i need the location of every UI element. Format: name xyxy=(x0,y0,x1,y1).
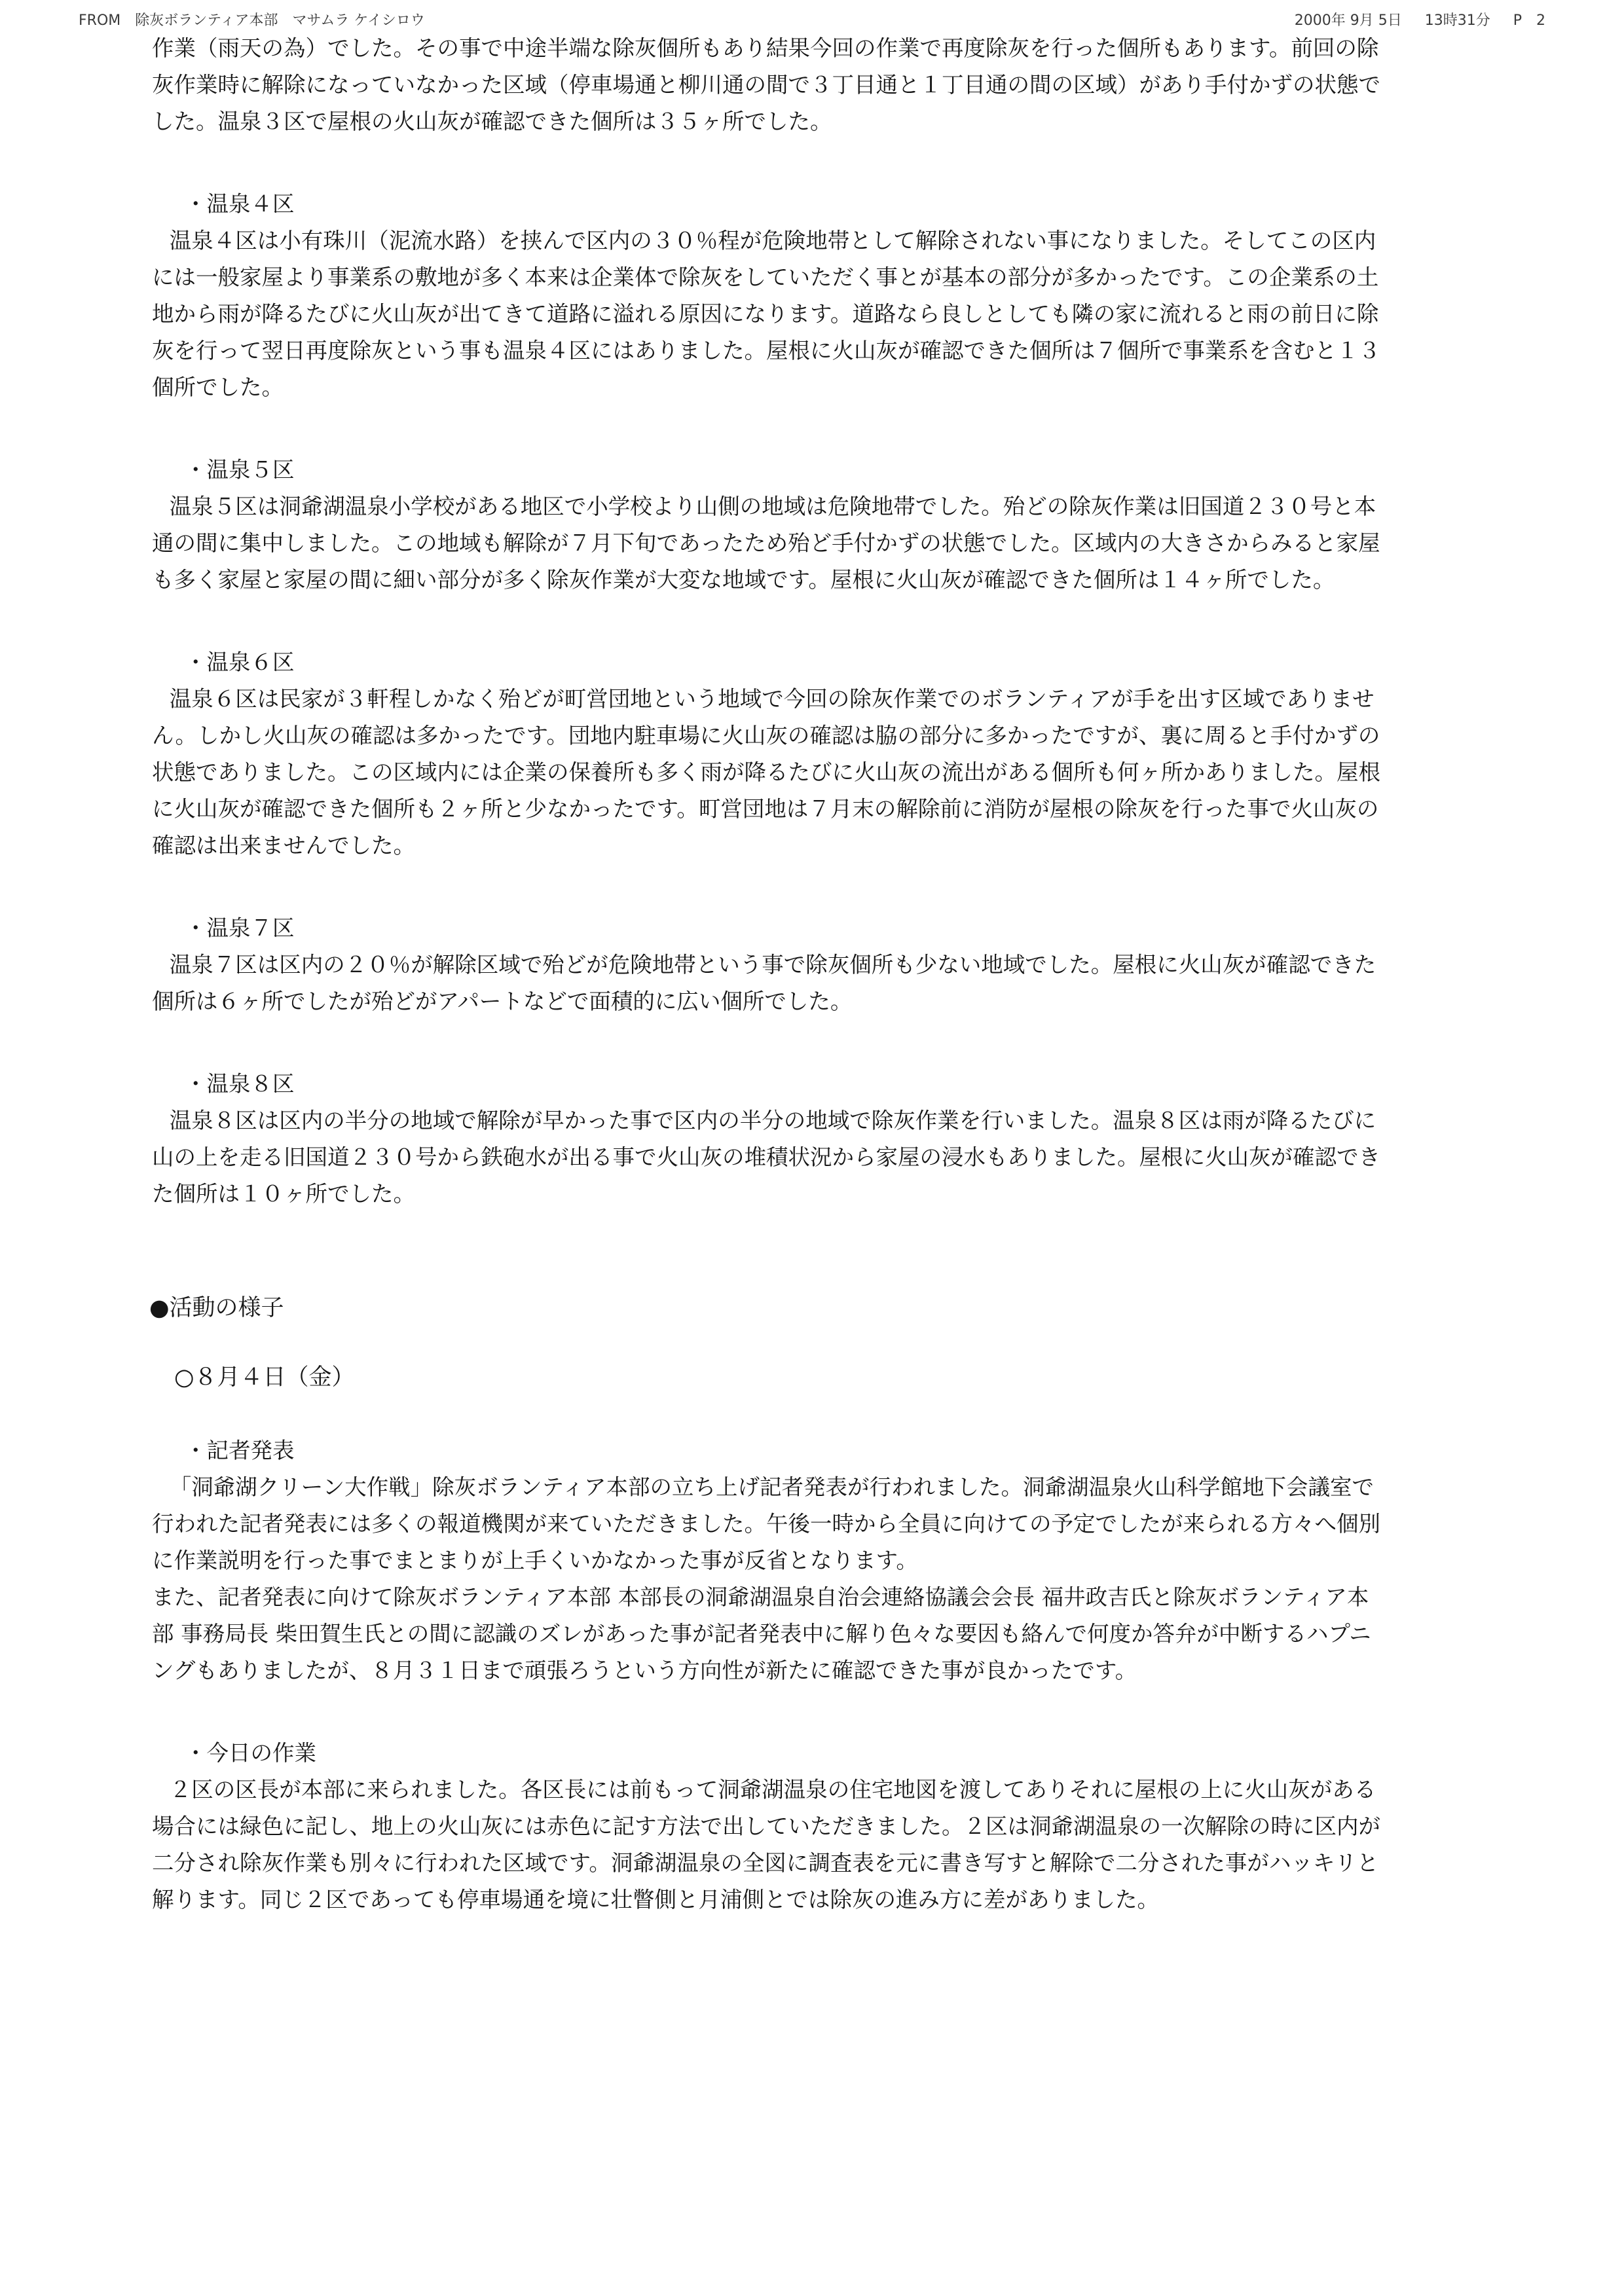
document-body xyxy=(149,30,1386,1918)
activity-section-title: ●活動の様子 xyxy=(149,1295,284,1321)
fax-time: 13時31分 xyxy=(1424,12,1490,29)
area-heading-onsen8: ・温泉８区 xyxy=(185,1071,295,1097)
press-paragraph-1: 「洞爺湖クリーン大作戦」除灰ボランティア本部の立ち上げ記者発表が行われました。洞爺湖温泉火山科学館地下会議室で行われた記者発表には多くの報道機関が来ていただきました。午後一時から全員に向けての予定でしたが来られる方々へ個別に作業説明を行った事でまとまりが上手くいかなかった事が反省となります。 xyxy=(152,1474,1380,1573)
press-paragraph-2: また、記者発表に向けて除灰ボランティア本部 本部長の洞爺湖温泉自治会連絡協議会会長 福井政吉氏と除灰ボランティア本部 事務局長 柴田賀生氏との間に認識のズレがあった事が記者発表中に解り色々な要因も絡んで何度か答弁が中断するハプニングもありましたが、８月３１日まで頑張ろうという方向性が新たに確認できた事が良かったです。 xyxy=(152,1584,1371,1683)
press-heading: ・記者発表 xyxy=(185,1438,295,1463)
area-body-onsen6: 温泉６区は民家が３軒程しかなく殆どが町営団地という地域で今回の除灰作業でのボランティアが手を出す区域でありません。しかし火山灰の確認は多かったです。団地内駐車場に火山灰の確認は脇の部分に多かったですが、裏に周ると手付かずの状態でありました。この区域内には企業の保養所も多く雨が降るたびに火山灰の流出がある個所も何ヶ所かありました。屋根に火山灰が確認できた個所も２ヶ所と少なかったです。町営団地は７月末の解除前に消防が屋根の除灰を行った事で火山灰の確認は出来ませんでした。 xyxy=(152,686,1380,858)
fax-date: 2000年 9月 5日 xyxy=(1294,12,1402,29)
fax-meta xyxy=(1276,9,1545,29)
today-work-heading: ・今日の作業 xyxy=(185,1740,316,1766)
fax-sender: FROM 除灰ボランティア本部 マサムラ ケイシロウ xyxy=(79,12,425,29)
fax-page-number: P 2 xyxy=(1513,12,1545,29)
area-heading-onsen7: ・温泉７区 xyxy=(185,915,295,941)
area-heading-onsen6: ・温泉６区 xyxy=(185,649,295,675)
today-work-paragraph: ２区の区長が本部に来られました。各区長には前もって洞爺湖温泉の住宅地図を渡してありそれに屋根の上に火山灰がある場合には緑色に記し、地上の火山灰には赤色に記す方法で出していただきました。２区は洞爺湖温泉の一次解除の時に区内が二分され除灰作業も別々に行われた区域です。洞爺湖温泉の全図に調査表を元に書き写すと解除で二分された事がハッキリと解ります。同じ２区であっても停車場通を境に壮瞥側と月浦側とでは除灰の進み方に差がありました。 xyxy=(152,1777,1380,1912)
area-body-onsen4: 温泉４区は小有珠川（泥流水路）を挟んで区内の３０％程が危険地帯として解除されない事になりました。そしてこの区内には一般家屋より事業系の敷地が多く本来は企業体で除灰をしていただく事とが基本の部分が多かったです。この企業系の土地から雨が降るたびに火山灰が出てきて道路に溢れる原因になります。道路なら良しとしても隣の家に流れると雨の前日に除灰を行って翌日再度除灰という事も温泉４区にはありました。屋根に火山灰が確認できた個所は７個所で事業系を含むと１３個所でした。 xyxy=(152,228,1380,400)
area-body-onsen5: 温泉５区は洞爺湖温泉小学校がある地区で小学校より山側の地域は危険地帯でした。殆どの除灰作業は旧国道２３０号と本通の間に集中しました。この地域も解除が７月下旬であったため殆ど手付かずの状態でした。区域内の大きさからみると家屋も多く家屋と家屋の間に細い部分が多く除灰作業が大変な地域です。屋根に火山灰が確認できた個所は１４ヶ所でした。 xyxy=(152,494,1380,592)
activity-date: ○８月４日（金） xyxy=(174,1364,355,1391)
area-body-onsen7: 温泉７区は区内の２０％が解除区域で殆どが危険地帯という事で除灰個所も少ない地域でした。屋根に火山灰が確認できた個所は６ヶ所でしたが殆どがアパートなどで面積的に広い個所でした。 xyxy=(152,952,1376,1014)
area-body-onsen8: 温泉８区は区内の半分の地域で解除が早かった事で区内の半分の地域で除灰作業を行いました。温泉８区は雨が降るたびに山の上を走る旧国道２３０号から鉄砲水が出る事で火山灰の堆積状況から家屋の浸水もありました。屋根に火山灰が確認できた個所は１０ヶ所でした。 xyxy=(152,1108,1380,1207)
area-heading-onsen5: ・温泉５区 xyxy=(185,457,295,483)
onsen3-continued-paragraph: 作業（雨天の為）でした。その事で中途半端な除灰個所もあり結果今回の作業で再度除灰を行った個所もあります。前回の除灰作業時に解除になっていなかった区域（停車場通と柳川通の間で３丁目通と１丁目通の間の区域）があり手付かずの状態でした。温泉３区で屋根の火山灰が確認できた個所は３５ヶ所でした。 xyxy=(152,35,1380,134)
area-heading-onsen4: ・温泉４区 xyxy=(185,191,295,217)
